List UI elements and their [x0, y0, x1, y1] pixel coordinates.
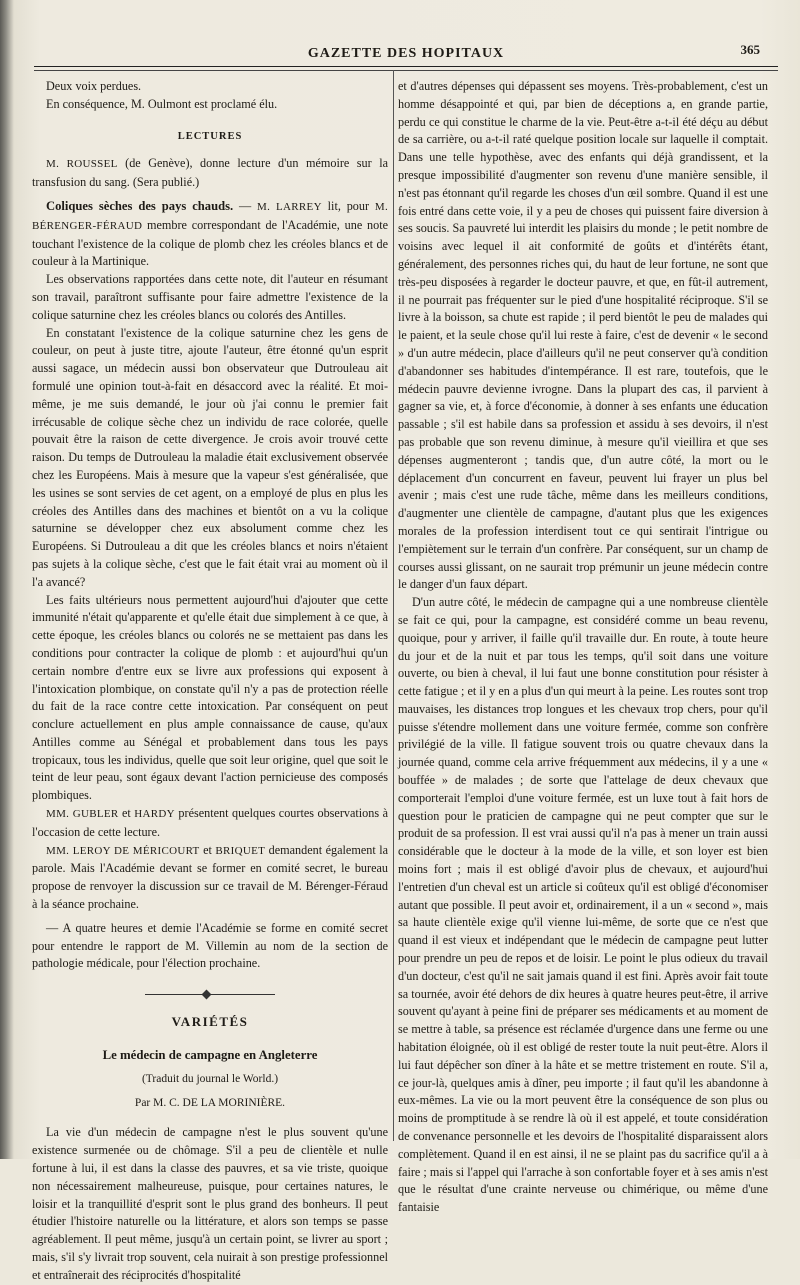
- speaker-name: M. ROUSSEL: [46, 158, 118, 171]
- article-title: Le médecin de campagne en Angleterre: [102, 1048, 318, 1063]
- paragraph: Les faits ultérieurs nous permettent aujourd'hui d'ajouter que cette immunité n'était qu'apparente et qu'elle était due simplement à ce que, à cette époque, les créoles blancs ou colorés ne se mettaient pas dans les conditions pour contracter la colique de plomb : et aujourd'hui qu'un certain nombre d'entre eux se livre aux professions qui exposent à l'intoxication plombique, on constate qu'il n'y a pas de protection réelle du fait de la race contre cette intoxication. Par conséquent on peut conclure actuellement en plus ample connaissance de cause, qu'aux Antilles comme au Sénégal et probablement dans tous les pays tropicaux, tous les individus, quelle que soit leur origine, quel que soit le teint de leur peau, sont égaux devant l'action pernicieuse des composés plombiques.: [32, 592, 388, 803]
- section-heading-varietes: VARIÉTÉS: [171, 1014, 249, 1030]
- paragraph-leroy: [32, 842, 388, 914]
- ornamental-separator: [145, 991, 275, 999]
- paragraph-text: (de Genève), donne lecture d'un mémoire sur la transfusion du sang. (Sera publié.): [32, 156, 388, 190]
- speaker-name: HARDY: [134, 808, 175, 821]
- speaker-name: BRIQUET: [215, 844, 266, 857]
- paragraph: Les observations rapportées dans cette note, dit l'auteur en résumant son travail, paraîtront suffisante pour faire admettre l'existence de la colique saturnine chez les créoles blancs ou colorés des Antilles.: [32, 272, 388, 322]
- paragraph: En conséquence, M. Oulmont est proclamé élu.: [46, 96, 278, 111]
- speaker-name: M. LARREY: [257, 200, 322, 213]
- dash: —: [233, 198, 258, 213]
- article-runhead: Coliques sèches des pays chauds.: [46, 198, 234, 213]
- conjunction: et: [199, 842, 216, 857]
- paragraph: La vie d'un médecin de campagne n'est le plus souvent qu'une existence surmenée ou de chômage. S'il a peu de clientèle et nulle fortune à lui, il est dans la classe des pauvres, et sa vie triste, quoique non nécessairement malheureuse, puisque, pour certaines natures, le loisir et la tranquillité d'esprit sont le plus grand des bonheurs. Il peut étudier l'histoire naturelle ou la littérature, et alors son temps se passe agréablement. Il peut même, jusqu'à un certain point, se livrer au sport ; mais, s'il s'y livrait trop souvent, cela nuirait à son prestige professionnel et entraînerait des réciprocités d'hospitalité: [32, 1125, 388, 1282]
- article-source: (Traduit du journal le World.): [141, 1072, 279, 1085]
- paragraph: D'un autre côté, le médecin de campagne qui a une nombreuse clientèle se fait ce qui, pour la campagne, est considéré comme un beau revenu, quoique, pour y arriver, il faille qu'il travaille dur. En route, à toute heure du jour et de la nuit et par tous les temps, qu'il soit dans une voiture ouverte, ou bien à cheval, il lui faut une bonne constitution pour résister à cette fatigue ; et il y en a plus d'un qui meurt à la peine. Les routes sont trop mauvaises, les distances trop longues et les chevaux trop chers, pour qu'il puisse s'étendre mollement dans une voiture fermée, comme son confrère privilégié de la ville. Il fatigue souvent trois ou quatre chevaux dans la journée quand, comme cela arrive fréquemment aux médecins, il y a une « bouffée » de malades ; de sorte que l'attelage de deux chevaux que comporterait l'emploi d'une voiture fermée, est un luxe tout à fait hors de question pour le praticien de campagne qui ne peut compter que sur le produit de sa profession. Il est vrai aussi qu'il n'a pas à mener un train aussi considérable que le docteur à la mode de la ville, et son loyer est bien moins fort ; mais il est obligé d'avoir plus de chevaux, et aujourd'hui l'entretien d'un cheval est un article si coûteux qu'il est obligé d'économiser autant que possible. Il peut avoir et, ordinairement, il a un « second », mais sa haute clientèle exige qu'il vienne lui-même, de sorte que ce n'est que quand il est vieux et indépendant que le médecin de campagne peut lutter pour prendre un peu de repos et de loisir. Le point le plus odieux du travail d'un docteur, c'est qu'il ne sait jamais quand il est fini. Après avoir fait toute sa tournée, avoir été dehors de dix heures à quatre heures peut-être, il arrive souvent qu'ayant à peine fini de préparer ses médicaments et au moment de se mettre à table, sa présence est réclamée d'urgence dans une ferme ou une habitation éloignée, où il est obligé de rester toute la nuit peut-être. Alors il lui faut dépêcher son dîner à la hâte et se mettre tristement en route. S'il a, ce jour-là, quelques amis à dîner, peu importe ; il faut qu'il les abandonne à eux-mêmes. La vie ou la mort peuvent être la conséquence de son plus ou moins de promptitude à se rendre là où il est appelé, et toute considération de convenance personnelle et les devoirs de l'hospitalité disparaissent alors complètement. Quand il en est ainsi, il ne se plaint pas du sacrifice qu'il a à faire ; mais si l'appel qui l'arrache à son confortable foyer et à ses amis n'est que le résultat d'une crainte nerveuse ou chimérique, ou même d'une fantaisie: [398, 595, 768, 1215]
- paragraph-text: membre correspondant de l'Académie, une note touchant l'existence de la colique de plomb chez les créoles blancs et de couleur à la Martinique.: [32, 217, 388, 269]
- paragraph-text: présentent quelques courtes observations à l'occasion de cette lecture.: [32, 806, 388, 839]
- paragraph: — A quatre heures et demie l'Académie se forme en comité secret pour entendre le rapport de M. Villemin au nom de la section de pathologie médicale, pour l'élection prochaine.: [32, 920, 388, 971]
- paragraph: Deux voix perdues.: [46, 79, 142, 93]
- page-header: [30, 38, 782, 66]
- page-number: 365: [740, 42, 760, 57]
- column-divider: [393, 70, 394, 1141]
- paragraph-roussel: [32, 155, 388, 192]
- paragraph-text: demandent également la parole. Mais l'Académie devant se former en comité secret, le bureau propose de renvoyer la discussion sur ce travail de M. Bérenger-Féraud à la séance prochaine.: [32, 842, 389, 912]
- paragraph: En constatant l'existence de la colique saturnine chez les gens de couleur, on peut à juste titre, ajoute l'auteur, être étonné qu'un esprit aussi sagace, un médecin aussi bon observateur que Dutrouleau ait formulé une opinion tout-à-fait en désaccord avec la réalité. Et moi-même, je me suis demandé, le jour où j'ai connu le premier fait irrécusable de colique sèche chez un individu de race colorée, quelle pouvait être la raison de cette divergence. Je crois avoir trouvé cette raison. Du temps de Dutrouleau la maladie était exclusivement observée chez les Européens. Mais à mesure que la vapeur s'est généralisée, que les usines se sont servies de cet agent, on a employé de plus en plus les créoles des Antilles dans des machines et bientôt on a vu la colique saturnine se développer chez eux absolument comme chez les Européens. Si Dutrouleau a dit que les créoles blancs et noirs n'étaient pas sujets à la colique sèche, c'est que le fait était vrai au moment où il l'a avancé?: [32, 325, 388, 589]
- paragraph-text: lit, pour: [321, 198, 375, 213]
- section-heading-lectures: LECTURES: [177, 130, 243, 142]
- header-rule: [34, 66, 778, 67]
- journal-title: GAZETTE DES HOPITAUX: [307, 46, 505, 61]
- paragraph-gubler: [32, 805, 388, 842]
- paragraph-coliques: [32, 198, 388, 271]
- speaker-name: M. BÉRENGER-FÉRAUD: [32, 200, 389, 232]
- right-column: [398, 78, 768, 1215]
- speaker-name: MM. LEROY DE MÉRICOURT: [46, 844, 200, 857]
- conjunction: et: [118, 806, 135, 821]
- paragraph: et d'autres dépenses qui dépassent ses moyens. Très-probablement, c'est un homme désappointé et qui, par bien de déceptions a, en grande partie, perdu ce qui constitue le charme de la vie. Peut-être a-t-il été déçu au début de sa carrière, ou a-t-il raté quelque position locale sur laquelle il comptait. Dans une telle hypothèse, avec des enfants qui déjà grandissent, et la presque impossibilité d'augmenter son revenu d'une manière sensible, il n'est pas étonnant qu'il regarde les choses d'un œil sombre. Quand il est une fois entré dans cette voie, il y a peu de choses qui puissent faire diversion à ses soucis. Sa pauvreté lui interdit les plaisirs du monde ; le petit nombre de voisins avec lequel il ait conformité de goûts et d'intérêts étant, généralement, des personnes riches qui, du haut de leur fortune, ne sont que très-peu disposées à regarder le docteur pauvre, et que, en fût-il autrement, il ne pourrait pas fréquenter sur le pied d'une hospitalité réciproque. S'il se livre à la boisson, sa chute est rapide ; il perd bientôt le peu de malades qui le paient, et la seule chose qu'il lui reste à faire, c'est de devenir « le second » d'un autre médecin, place d'ailleurs qu'il ne peut conserver qu'à condition d'abandonner ses habitudes d'intempérance. Il est rare, toutefois, que le médecin pauvre devienne ivrogne. Dans la plupart des cas, il parvient à gagner sa vie, et, à force d'économie, à donner à ses enfants une éducation passable ; s'il est habile dans sa profession et assidu à ses devoirs, il n'est pas probable que son revenu diminue, à mesure qu'il vieillira et que ses dépenses augmenteront ; tandis que, d'un autre côté, la mort ou le déplacement d'un concurrent en faveur, peuvent lui frayer un plus bel avenir ; mais c'est une rude tâche, même dans les meilleurs conditions, d'augmenter une clientèle de campagne, d'autant plus que les exigences morales de la profession interdisent tout ce qui sentirait l'intrigue ou l'empiètement sur le terrain d'un confrère. Par conséquent, sur un champ de courses aussi glissant, on ne saurait trop prémunir un jeune médecin contre le danger d'un faux départ.: [398, 79, 768, 592]
- left-column: [32, 78, 389, 1282]
- header-rule-thin: [34, 70, 778, 71]
- article-author: Par M. C. DE LA MORINIÈRE.: [134, 1096, 286, 1109]
- speaker-name: MM. GUBLER: [46, 808, 119, 821]
